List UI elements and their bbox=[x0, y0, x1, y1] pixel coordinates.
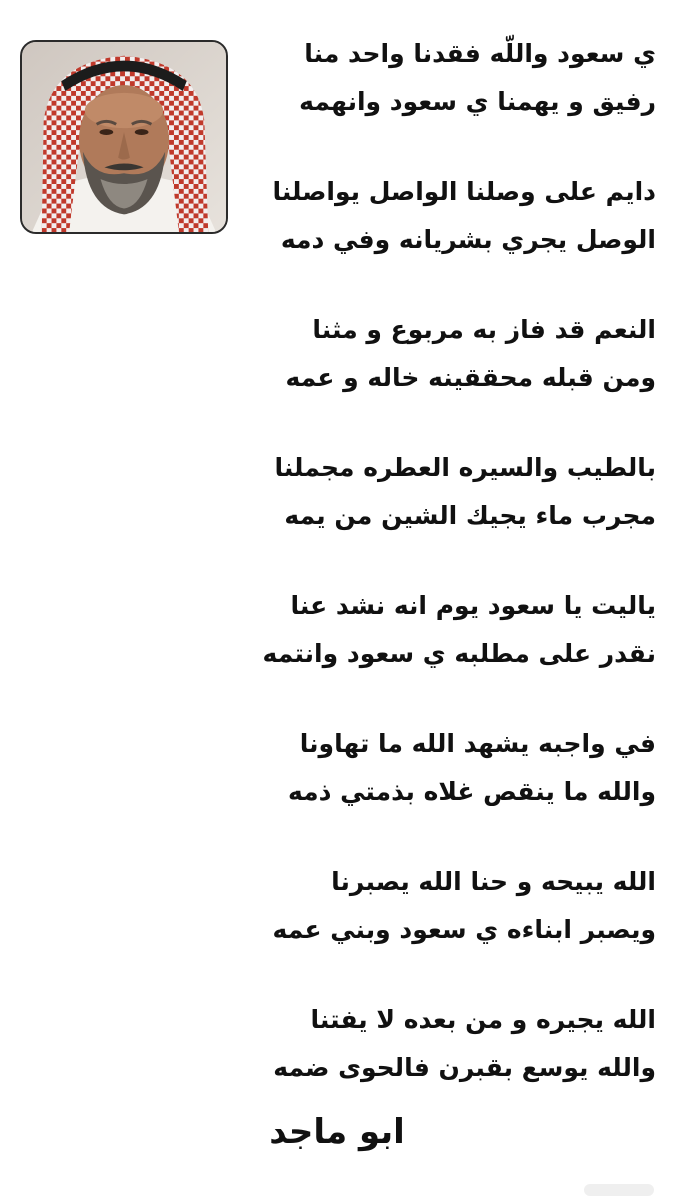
stanza-6-line-1: في واجبه يشهد الله ما تهاونا bbox=[299, 729, 656, 758]
stanza-5-line-2: نقدر على مطلبه ي سعود وانتمه bbox=[262, 639, 656, 668]
stanza-3-line-1: النعم قد فاز به مربوع و مثنا bbox=[312, 315, 656, 344]
stanza-8-line-2: والله يوسع بقبرن فالحوى ضمه bbox=[273, 1053, 656, 1082]
stanza-7-line-2: ويصبر ابناءه ي سعود وبني عمه bbox=[272, 915, 656, 944]
stanza-5-line-1: ياليت يا سعود يوم انه نشد عنا bbox=[290, 591, 656, 620]
stanza-1-line-2: رفيق و يهمنا ي سعود وانهمه bbox=[299, 87, 656, 116]
stanza-7 bbox=[256, 858, 656, 954]
stanza-6-line-2: والله ما ينقص غلاه بذمتي ذمه bbox=[287, 777, 656, 806]
stanza-2-line-2: الوصل يجري بشريانه وفي دمه bbox=[280, 225, 656, 254]
stanza-4 bbox=[256, 444, 656, 540]
stanza-5 bbox=[256, 582, 656, 678]
portrait-image bbox=[22, 42, 226, 232]
stanza-4-line-1: بالطيب والسيره العطره مجملنا bbox=[274, 453, 656, 482]
stanza-6 bbox=[256, 720, 656, 816]
signature: ابو ماجد bbox=[269, 1112, 405, 1152]
stanza-7-line-1: الله يبيحه و حنا الله يصبرنا bbox=[331, 867, 656, 896]
stanza-8-line-1: الله يجيره و من بعده لا يفتنا bbox=[310, 1005, 656, 1034]
stanza-1-line-1: ي سعود واللّه فقدنا واحد منا bbox=[304, 39, 656, 68]
portrait-photo bbox=[20, 40, 228, 234]
stanza-2-line-1: دايم على وصلنا الواصل يواصلنا bbox=[272, 177, 656, 206]
stanza-1 bbox=[256, 30, 656, 126]
stanza-3-line-2: ومن قبله محققينه خاله و عمه bbox=[285, 363, 656, 392]
stanza-2 bbox=[256, 168, 656, 264]
stanza-3 bbox=[256, 306, 656, 402]
stanza-8 bbox=[256, 996, 656, 1092]
stanza-4-line-2: مجرب ماء يجيك الشين من يمه bbox=[284, 501, 656, 530]
watermark bbox=[584, 1184, 654, 1196]
